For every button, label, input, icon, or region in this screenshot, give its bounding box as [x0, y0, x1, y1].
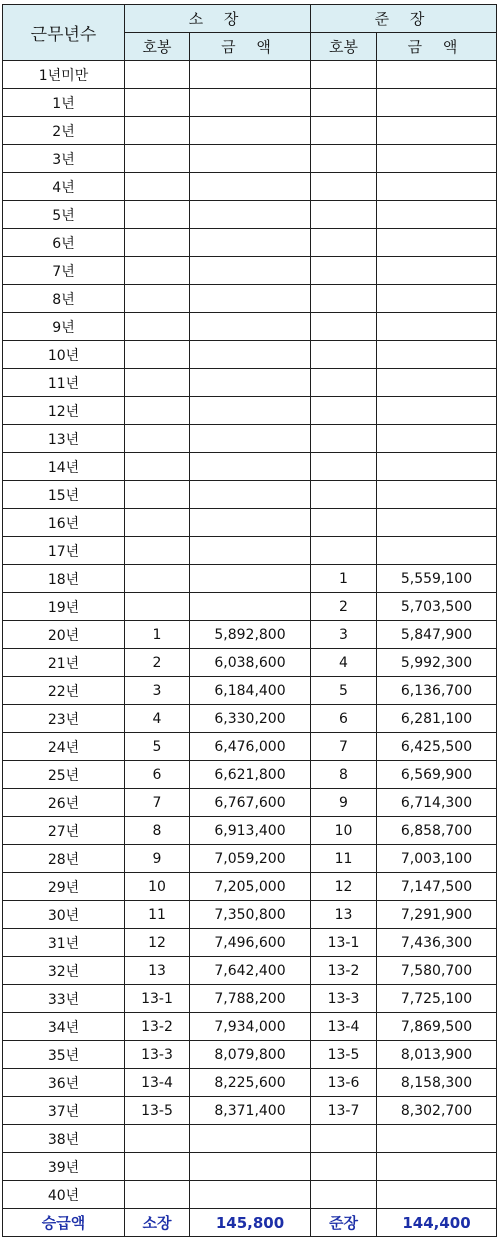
table-row: [3, 397, 497, 425]
group2-amount-cell: [377, 89, 497, 117]
group1-grade-cell: [125, 453, 190, 481]
table-row: [3, 1153, 497, 1181]
group1-grade-cell: [125, 341, 190, 369]
group1-grade-cell: 13-5: [125, 1097, 190, 1125]
group2-grade-cell: [311, 425, 377, 453]
group1-grade-cell: [125, 89, 190, 117]
group2-amount-cell: 8,302,700: [377, 1097, 497, 1125]
group1-amount-cell: [190, 1153, 311, 1181]
group2-amount-cell: [377, 313, 497, 341]
group2-amount-cell: 6,569,900: [377, 761, 497, 789]
group1-grade-header: 호봉: [125, 33, 190, 61]
footer-amount1: 145,800: [190, 1209, 311, 1237]
group2-grade-cell: 13-1: [311, 929, 377, 957]
group2-amount-cell: 7,436,300: [377, 929, 497, 957]
table-row: [3, 789, 497, 817]
table-row: [3, 1181, 497, 1209]
group2-amount-cell: [377, 369, 497, 397]
table-row: [3, 229, 497, 257]
years-cell: 38년: [3, 1125, 125, 1153]
table-row: [3, 313, 497, 341]
group2-grade-cell: 10: [311, 817, 377, 845]
group2-amount-header: 금 액: [377, 33, 497, 61]
years-cell: 26년: [3, 789, 125, 817]
group2-amount-cell: 7,291,900: [377, 901, 497, 929]
group1-amount-cell: [190, 341, 311, 369]
table-row: [3, 481, 497, 509]
promotion-amount-row: [3, 1209, 497, 1237]
group1-grade-cell: [125, 229, 190, 257]
group1-grade-cell: 8: [125, 817, 190, 845]
years-cell: 2년: [3, 117, 125, 145]
group2-grade-cell: 2: [311, 593, 377, 621]
group2-grade-cell: 13-4: [311, 1013, 377, 1041]
group2-amount-cell: [377, 509, 497, 537]
group2-amount-cell: [377, 453, 497, 481]
group2-grade-cell: [311, 1181, 377, 1209]
group2-amount-cell: [377, 481, 497, 509]
group2-amount-cell: 6,136,700: [377, 677, 497, 705]
years-cell: 27년: [3, 817, 125, 845]
group2-amount-cell: 6,281,100: [377, 705, 497, 733]
footer-rank1: 소장: [125, 1209, 190, 1237]
group1-grade-cell: [125, 369, 190, 397]
group1-grade-cell: 9: [125, 845, 190, 873]
table-row: [3, 649, 497, 677]
group2-grade-cell: [311, 341, 377, 369]
group2-grade-cell: 7: [311, 733, 377, 761]
group1-amount-header: 금 액: [190, 33, 311, 61]
table-row: [3, 565, 497, 593]
footer-amount2: 144,400: [377, 1209, 497, 1237]
group1-amount-cell: [190, 453, 311, 481]
table-row: [3, 89, 497, 117]
table-row: [3, 537, 497, 565]
group2-grade-cell: [311, 117, 377, 145]
group1-amount-cell: [190, 537, 311, 565]
group2-amount-cell: [377, 1153, 497, 1181]
group1-grade-cell: 4: [125, 705, 190, 733]
group1-amount-cell: [190, 1125, 311, 1153]
pay-table: [2, 4, 497, 1237]
group2-amount-cell: [377, 145, 497, 173]
group2-grade-cell: [311, 537, 377, 565]
group1-amount-cell: [190, 593, 311, 621]
group2-grade-cell: [311, 89, 377, 117]
years-cell: 1년: [3, 89, 125, 117]
group2-amount-cell: [377, 201, 497, 229]
group1-amount-cell: 7,496,600: [190, 929, 311, 957]
group1-grade-cell: 13: [125, 957, 190, 985]
group1-grade-cell: 1: [125, 621, 190, 649]
years-cell: 5년: [3, 201, 125, 229]
group2-grade-cell: 13-3: [311, 985, 377, 1013]
group2-amount-cell: 5,703,500: [377, 593, 497, 621]
group1-amount-cell: 6,913,400: [190, 817, 311, 845]
group1-header: 소 장: [125, 5, 311, 33]
group2-grade-cell: [311, 257, 377, 285]
group1-amount-cell: [190, 285, 311, 313]
group1-amount-cell: [190, 145, 311, 173]
table-row: [3, 845, 497, 873]
group2-amount-cell: [377, 257, 497, 285]
group1-grade-cell: 2: [125, 649, 190, 677]
group2-grade-cell: [311, 61, 377, 89]
group1-grade-cell: [125, 425, 190, 453]
years-cell: 1년미만: [3, 61, 125, 89]
table-row: [3, 817, 497, 845]
group1-grade-cell: [125, 201, 190, 229]
group2-amount-cell: [377, 229, 497, 257]
years-cell: 37년: [3, 1097, 125, 1125]
years-cell: 30년: [3, 901, 125, 929]
group1-amount-cell: [190, 509, 311, 537]
group1-grade-cell: [125, 397, 190, 425]
years-cell: 6년: [3, 229, 125, 257]
table-row: [3, 593, 497, 621]
group1-grade-cell: [125, 481, 190, 509]
group2-amount-cell: 8,013,900: [377, 1041, 497, 1069]
group1-grade-cell: 13-4: [125, 1069, 190, 1097]
group1-grade-cell: 13-1: [125, 985, 190, 1013]
years-cell: 25년: [3, 761, 125, 789]
group1-grade-cell: 6: [125, 761, 190, 789]
group2-grade-cell: 4: [311, 649, 377, 677]
group2-grade-cell: [311, 313, 377, 341]
group2-amount-cell: [377, 173, 497, 201]
years-cell: 32년: [3, 957, 125, 985]
years-cell: 3년: [3, 145, 125, 173]
group1-amount-cell: [190, 89, 311, 117]
group1-amount-cell: [190, 117, 311, 145]
group2-grade-cell: 13: [311, 901, 377, 929]
group2-amount-cell: 8,158,300: [377, 1069, 497, 1097]
years-cell: 15년: [3, 481, 125, 509]
group1-grade-cell: [125, 593, 190, 621]
group2-grade-cell: 13-2: [311, 957, 377, 985]
group2-grade-cell: [311, 481, 377, 509]
group1-amount-cell: 6,184,400: [190, 677, 311, 705]
footer-rank2: 준장: [311, 1209, 377, 1237]
group1-grade-cell: [125, 285, 190, 313]
group1-amount-cell: 8,225,600: [190, 1069, 311, 1097]
table-row: [3, 509, 497, 537]
years-cell: 13년: [3, 425, 125, 453]
group1-amount-cell: [190, 257, 311, 285]
group1-amount-cell: [190, 61, 311, 89]
group2-amount-cell: 6,858,700: [377, 817, 497, 845]
group1-amount-cell: [190, 425, 311, 453]
years-cell: 34년: [3, 1013, 125, 1041]
group2-grade-cell: [311, 1153, 377, 1181]
table-row: [3, 201, 497, 229]
years-cell: 39년: [3, 1153, 125, 1181]
group2-grade-cell: [311, 145, 377, 173]
group1-amount-cell: [190, 173, 311, 201]
group1-amount-cell: 7,059,200: [190, 845, 311, 873]
group2-amount-cell: 7,580,700: [377, 957, 497, 985]
group1-amount-cell: [190, 397, 311, 425]
table-row: [3, 425, 497, 453]
footer-label: 승급액: [3, 1209, 125, 1237]
table-row: [3, 1097, 497, 1125]
group2-grade-cell: 12: [311, 873, 377, 901]
group2-grade-cell: [311, 369, 377, 397]
years-cell: 40년: [3, 1181, 125, 1209]
table-row: [3, 873, 497, 901]
group2-grade-cell: [311, 397, 377, 425]
group2-amount-cell: [377, 1181, 497, 1209]
group2-amount-cell: [377, 117, 497, 145]
years-cell: 9년: [3, 313, 125, 341]
group1-grade-cell: [125, 61, 190, 89]
table-row: [3, 901, 497, 929]
table-row: [3, 285, 497, 313]
group1-grade-cell: 3: [125, 677, 190, 705]
group1-amount-cell: [190, 1181, 311, 1209]
group2-grade-cell: 5: [311, 677, 377, 705]
group2-amount-cell: [377, 285, 497, 313]
group2-grade-cell: 13-6: [311, 1069, 377, 1097]
group2-amount-cell: 6,714,300: [377, 789, 497, 817]
years-cell: 4년: [3, 173, 125, 201]
group1-amount-cell: 8,371,400: [190, 1097, 311, 1125]
years-cell: 17년: [3, 537, 125, 565]
group1-amount-cell: [190, 313, 311, 341]
group2-amount-cell: [377, 397, 497, 425]
table-row: [3, 985, 497, 1013]
table-row: [3, 341, 497, 369]
table-row: [3, 117, 497, 145]
years-cell: 8년: [3, 285, 125, 313]
group1-grade-cell: 5: [125, 733, 190, 761]
group2-grade-cell: [311, 173, 377, 201]
group2-amount-cell: 5,992,300: [377, 649, 497, 677]
group1-amount-cell: [190, 565, 311, 593]
group1-grade-cell: [125, 1153, 190, 1181]
group1-grade-cell: 7: [125, 789, 190, 817]
years-cell: 29년: [3, 873, 125, 901]
group2-grade-cell: [311, 285, 377, 313]
group2-grade-cell: 8: [311, 761, 377, 789]
group1-grade-cell: 11: [125, 901, 190, 929]
years-cell: 7년: [3, 257, 125, 285]
years-cell: 22년: [3, 677, 125, 705]
group1-amount-cell: 7,642,400: [190, 957, 311, 985]
group2-amount-cell: [377, 1125, 497, 1153]
group2-grade-cell: 13-7: [311, 1097, 377, 1125]
table-row: [3, 453, 497, 481]
group2-amount-cell: 7,003,100: [377, 845, 497, 873]
group1-grade-cell: [125, 1181, 190, 1209]
group1-amount-cell: 6,476,000: [190, 733, 311, 761]
years-header: 근무년수: [3, 5, 125, 61]
group2-amount-cell: 5,847,900: [377, 621, 497, 649]
table-row: [3, 1041, 497, 1069]
table-body: [3, 61, 497, 1209]
years-cell: 11년: [3, 369, 125, 397]
group1-grade-cell: [125, 1125, 190, 1153]
table-header: [3, 5, 497, 61]
years-cell: 14년: [3, 453, 125, 481]
group1-amount-cell: 5,892,800: [190, 621, 311, 649]
group1-grade-cell: [125, 313, 190, 341]
group1-grade-cell: 13-2: [125, 1013, 190, 1041]
group2-amount-cell: [377, 537, 497, 565]
group2-grade-cell: [311, 453, 377, 481]
years-cell: 28년: [3, 845, 125, 873]
years-cell: 19년: [3, 593, 125, 621]
years-cell: 16년: [3, 509, 125, 537]
years-cell: 24년: [3, 733, 125, 761]
years-cell: 21년: [3, 649, 125, 677]
group2-grade-cell: 3: [311, 621, 377, 649]
group2-grade-cell: [311, 229, 377, 257]
table-row: [3, 1069, 497, 1097]
group1-grade-cell: [125, 509, 190, 537]
group2-grade-cell: [311, 509, 377, 537]
years-cell: 31년: [3, 929, 125, 957]
table-row: [3, 957, 497, 985]
group1-amount-cell: 6,621,800: [190, 761, 311, 789]
group1-amount-cell: 7,788,200: [190, 985, 311, 1013]
group1-grade-cell: [125, 537, 190, 565]
group2-header: 준 장: [311, 5, 497, 33]
group2-amount-cell: 7,869,500: [377, 1013, 497, 1041]
group2-amount-cell: 5,559,100: [377, 565, 497, 593]
table-row: [3, 145, 497, 173]
table-row: [3, 1013, 497, 1041]
group1-grade-cell: [125, 565, 190, 593]
group1-grade-cell: [125, 145, 190, 173]
table-row: [3, 761, 497, 789]
years-cell: 23년: [3, 705, 125, 733]
group1-amount-cell: 6,767,600: [190, 789, 311, 817]
group2-grade-cell: 1: [311, 565, 377, 593]
group2-amount-cell: 6,425,500: [377, 733, 497, 761]
group1-amount-cell: 6,038,600: [190, 649, 311, 677]
group1-amount-cell: [190, 481, 311, 509]
group1-grade-cell: 12: [125, 929, 190, 957]
group1-amount-cell: 8,079,800: [190, 1041, 311, 1069]
group1-grade-cell: 13-3: [125, 1041, 190, 1069]
table-row: [3, 733, 497, 761]
group2-grade-header: 호봉: [311, 33, 377, 61]
group1-amount-cell: [190, 229, 311, 257]
years-cell: 36년: [3, 1069, 125, 1097]
years-cell: 18년: [3, 565, 125, 593]
group1-grade-cell: 10: [125, 873, 190, 901]
group1-grade-cell: [125, 257, 190, 285]
group1-amount-cell: [190, 201, 311, 229]
group1-amount-cell: [190, 369, 311, 397]
table-row: [3, 705, 497, 733]
table-row: [3, 173, 497, 201]
years-cell: 10년: [3, 341, 125, 369]
years-cell: 35년: [3, 1041, 125, 1069]
years-cell: 20년: [3, 621, 125, 649]
group1-grade-cell: [125, 173, 190, 201]
group1-amount-cell: 7,205,000: [190, 873, 311, 901]
group1-amount-cell: 7,934,000: [190, 1013, 311, 1041]
group2-amount-cell: [377, 341, 497, 369]
group2-grade-cell: 11: [311, 845, 377, 873]
group2-grade-cell: 9: [311, 789, 377, 817]
group2-grade-cell: [311, 201, 377, 229]
group1-amount-cell: 7,350,800: [190, 901, 311, 929]
group2-grade-cell: 6: [311, 705, 377, 733]
group2-grade-cell: 13-5: [311, 1041, 377, 1069]
table-row: [3, 61, 497, 89]
table-row: [3, 1125, 497, 1153]
group1-grade-cell: [125, 117, 190, 145]
table-row: [3, 929, 497, 957]
table-row: [3, 677, 497, 705]
years-cell: 33년: [3, 985, 125, 1013]
years-cell: 12년: [3, 397, 125, 425]
group2-amount-cell: [377, 61, 497, 89]
group1-amount-cell: 6,330,200: [190, 705, 311, 733]
group2-amount-cell: 7,725,100: [377, 985, 497, 1013]
table-row: [3, 369, 497, 397]
group2-grade-cell: [311, 1125, 377, 1153]
table-row: [3, 621, 497, 649]
group2-amount-cell: [377, 425, 497, 453]
group2-amount-cell: 7,147,500: [377, 873, 497, 901]
table-row: [3, 257, 497, 285]
